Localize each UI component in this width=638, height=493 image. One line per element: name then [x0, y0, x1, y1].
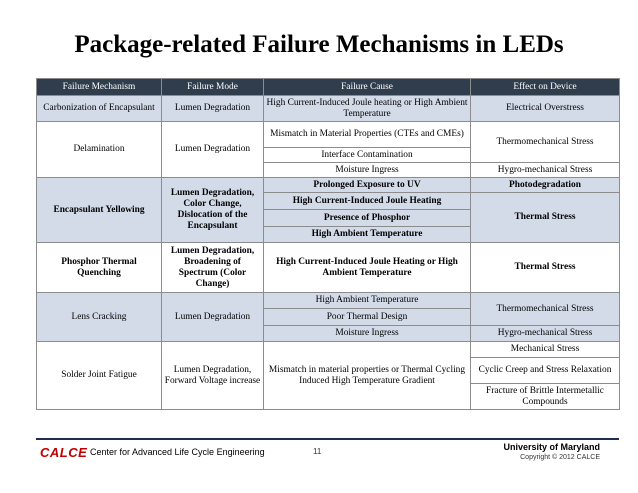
cause-cell: Presence of Phosphor [264, 210, 471, 227]
mechanism-cell: Carbonization of Encapsulant [37, 96, 162, 122]
mode-cell: Lumen Degradation [162, 122, 264, 178]
table-row [37, 243, 620, 293]
header-failure-mechanism: Failure Mechanism [37, 79, 162, 96]
effect-cell: Electrical Overstress [471, 96, 620, 122]
page-number: 11 [313, 447, 322, 456]
cause-cell: High Current-Induced Joule heating or High Ambient Temperature [264, 96, 471, 122]
cause-cell: Poor Thermal Design [264, 309, 471, 326]
cause-cell: High Current-Induced Joule Heating [264, 193, 471, 210]
slide-title: Package-related Failure Mechanisms in LEDs [74, 31, 564, 58]
cause-cell: High Current-Induced Joule Heating or High Ambient Temperature [264, 243, 471, 293]
mechanism-cell: Solder Joint Fatigue [37, 342, 162, 410]
cause-cell: Mismatch in Material Properties (CTEs and CMEs) [264, 122, 471, 148]
effect-cell: Photodegradation [471, 178, 620, 193]
mode-cell: Lumen Degradation [162, 293, 264, 342]
cause-cell: High Ambient Temperature [264, 293, 471, 309]
mode-cell: Lumen Degradation, Forward Voltage increase [162, 342, 264, 410]
mechanism-cell: Phosphor Thermal Quenching [37, 243, 162, 293]
university-name: University of Maryland [503, 442, 600, 452]
effect-cell: Thermomechanical Stress [471, 293, 620, 326]
header-effect-on-device: Effect on Device [471, 79, 620, 96]
copyright-notice: Copyright © 2012 CALCE [520, 454, 600, 461]
table-row [37, 293, 620, 309]
mode-cell: Lumen Degradation, Color Change, Dislocation of the Encapsulant [162, 178, 264, 243]
center-name: Center for Advanced Life Cycle Engineering [90, 447, 265, 457]
footer-divider [36, 438, 619, 440]
mechanism-cell: Delamination [37, 122, 162, 178]
table-row [37, 122, 620, 148]
cause-cell: Interface Contamination [264, 148, 471, 163]
cause-cell: Mismatch in material properties or Thermal Cycling Induced High Temperature Gradient [264, 342, 471, 410]
table-row [37, 178, 620, 193]
effect-cell: Thermal Stress [471, 193, 620, 243]
mode-cell: Lumen Degradation [162, 96, 264, 122]
cause-cell: Prolonged Exposure to UV [264, 178, 471, 193]
effect-cell: Thermomechanical Stress [471, 122, 620, 163]
mechanism-cell: Encapsulant Yellowing [37, 178, 162, 243]
cause-cell: High Ambient Temperature [264, 227, 471, 243]
effect-cell: Thermal Stress [471, 243, 620, 293]
header-failure-mode: Failure Mode [162, 79, 264, 96]
mechanism-cell: Lens Cracking [37, 293, 162, 342]
calce-logo: CALCE [40, 445, 88, 460]
effect-cell: Mechanical Stress [471, 342, 620, 358]
cause-cell: Moisture Ingress [264, 163, 471, 178]
cause-cell: Moisture Ingress [264, 326, 471, 342]
table-row [37, 342, 620, 358]
mode-cell: Lumen Degradation, Broadening of Spectrum (Color Change) [162, 243, 264, 293]
table-header-row [37, 79, 620, 96]
failure-mechanisms-table [36, 78, 620, 410]
effect-cell: Cyclic Creep and Stress Relaxation [471, 358, 620, 384]
effect-cell: Hygro-mechanical Stress [471, 326, 620, 342]
effect-cell: Hygro-mechanical Stress [471, 163, 620, 178]
table-row [37, 96, 620, 122]
effect-cell: Fracture of Brittle Intermetallic Compounds [471, 384, 620, 410]
header-failure-cause: Failure Cause [264, 79, 471, 96]
